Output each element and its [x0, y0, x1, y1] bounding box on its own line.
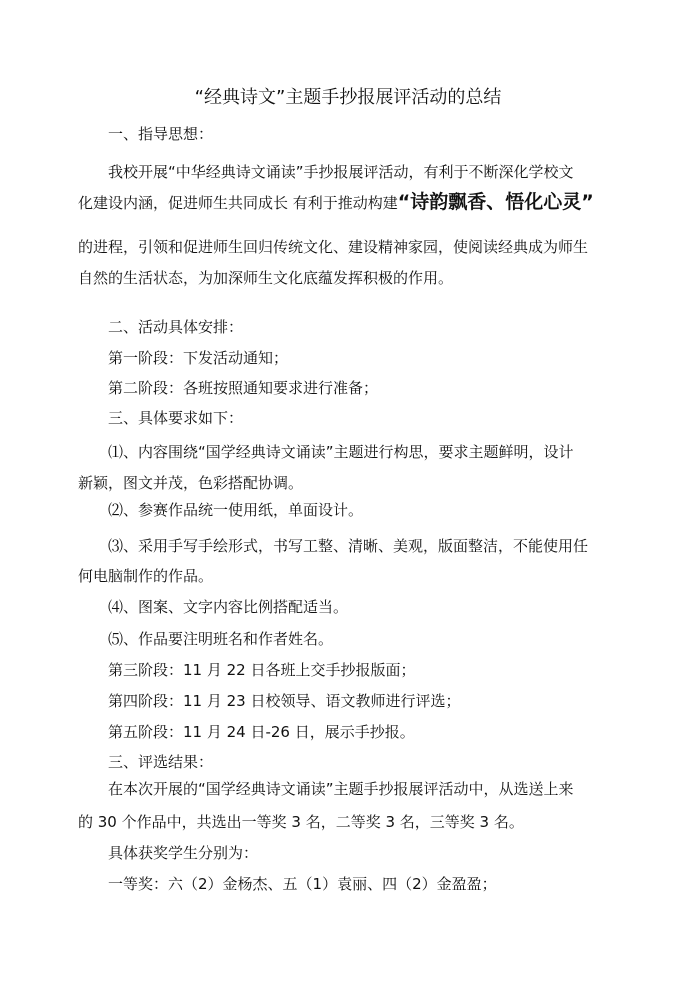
- paragraph-intro-highlight: “诗韵飘香、悟化心灵”: [397, 191, 594, 213]
- stage-4: 第四阶段：11 月 23 日校领导、语文教师进行评选；: [108, 692, 461, 710]
- winners-intro: 具体获奖学生分别为：: [108, 844, 259, 862]
- requirement-3-line-2: 何电脑制作的作品。: [78, 567, 214, 585]
- section-heading-results: 三、评选结果：: [108, 753, 214, 771]
- paragraph-intro-line-3: 的进程，引领和促进师生回归传统文化、建设精神家园，使阅读经典成为师生: [78, 238, 589, 256]
- section-heading-arrangement: 二、活动具体安排：: [108, 318, 244, 336]
- requirement-3-line-1: ⑶、采用手写手绘形式，书写工整、清晰、美观，版面整洁，不能使用任: [108, 537, 589, 555]
- stage-1: 第一阶段：下发活动通知；: [108, 349, 289, 367]
- paragraph-intro-line-1: 我校开展“中华经典诗文诵读”手抄报展评活动，有利于不断深化学校文: [108, 163, 574, 181]
- section-heading-guiding-thought: 一、指导思想：: [108, 125, 214, 143]
- section-heading-requirements: 三、具体要求如下：: [108, 409, 244, 427]
- paragraph-intro-line-2-text: 化建设内涵，促进师生共同成长 有利于推动构建: [78, 194, 398, 212]
- paragraph-intro-line-4: 自然的生活状态，为加深师生文化底蕴发挥积极的作用。: [78, 269, 454, 287]
- stage-3: 第三阶段：11 月 22 日各班上交手抄报版面；: [108, 661, 416, 679]
- requirement-5: ⑸、作品要注明班名和作者姓名。: [108, 630, 334, 648]
- requirement-1-line-1: ⑴、内容围绕“国学经典诗文诵读”主题进行构思，要求主题鲜明，设计: [108, 443, 574, 461]
- stage-5: 第五阶段：11 月 24 日-26 日，展示手抄报。: [108, 723, 415, 741]
- results-line-1: 在本次开展的“国学经典诗文诵读”主题手抄报展评活动中，从选送上来: [108, 780, 574, 798]
- requirement-4: ⑷、图案、文字内容比例搭配适当。: [108, 598, 349, 616]
- document-title: “经典诗文”主题手抄报展评活动的总结: [194, 87, 502, 108]
- requirement-2: ⑵、参赛作品统一使用纸，单面设计。: [108, 501, 364, 519]
- results-line-2: 的 30 个作品中，共选出一等奖 3 名，二等奖 3 名，三等奖 3 名。: [78, 813, 524, 831]
- stage-2: 第二阶段：各班按照通知要求进行准备；: [108, 379, 379, 397]
- first-prize-winners: 一等奖：六（2）金杨杰、五（1）袁丽、四（2）金盈盈；: [108, 875, 497, 893]
- paragraph-intro-line-2: [78, 192, 594, 213]
- requirement-1-line-2: 新颖，图文并茂，色彩搭配协调。: [78, 474, 304, 492]
